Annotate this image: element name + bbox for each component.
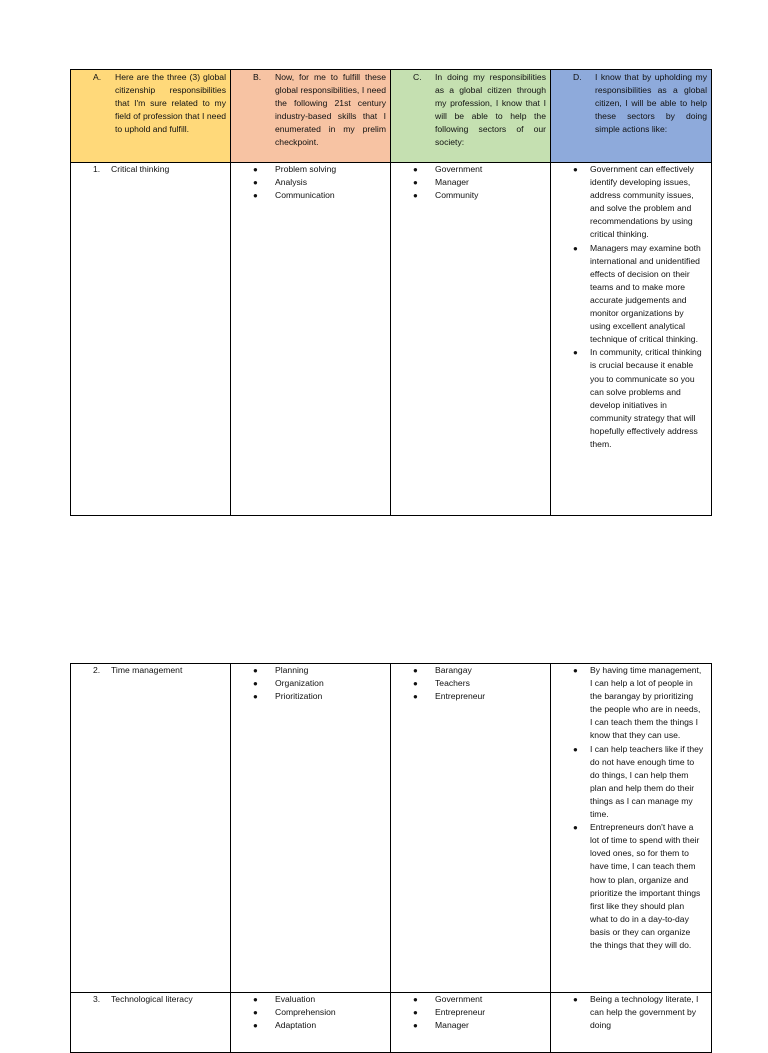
bullet-icon: ● [413, 995, 418, 1004]
bullet-icon: ● [253, 692, 258, 702]
sectors-cell [391, 163, 551, 516]
list-item: ● In community, critical thinking is crucial because it enable you to communicate so you can solve problems and develop initiatives in community strategy that will hopefully effectively address them. [573, 346, 707, 451]
responsibility-text: Critical thinking [111, 164, 170, 174]
bullet-icon: ● [413, 1008, 418, 1018]
responsibilities-table-page-part-1 [70, 69, 712, 516]
responsibility-cell [71, 993, 231, 1053]
bullet-icon: ● [413, 666, 418, 675]
actions-cell [551, 163, 712, 516]
header-letter: A. [93, 72, 102, 82]
header-text: Here are the three (3) global citizenship responsibilities that I'm sure related to my field of profession that I need to uphold and fulfill. [115, 72, 226, 135]
bullet-icon: ● [413, 165, 418, 174]
responsibilities-table-page-part-2 [70, 663, 712, 1053]
header-text: In doing my responsibilities as a global citizen through my profession, I know that I will be able to help the following sectors of our society: [435, 72, 546, 148]
bullet-icon: ● [573, 823, 578, 833]
table-row [71, 163, 712, 516]
list-item: ● Being a technology literate, I can help the government by doing [573, 993, 707, 1032]
list-item: ● Manager [413, 176, 546, 189]
bullet-icon: ● [413, 191, 418, 201]
table-row [71, 664, 712, 993]
list-item: ● Government [413, 163, 546, 176]
list-item: ● Entrepreneurs don't have a lot of time to spend with their loved ones, so for them to have time, I can teach them how to plan, organize and prioritize the important things first like they should plan what to do in a day-to-day basis or they can organize the things that they will do. [573, 821, 707, 952]
list-item: ● Manager [413, 1019, 546, 1032]
bullet-icon: ● [413, 692, 418, 702]
sectors-cell [391, 993, 551, 1053]
header-cell-a [71, 70, 231, 163]
header-letter: D. [573, 72, 582, 82]
header-letter: B. [253, 72, 262, 82]
list-item: ● Comprehension [253, 1006, 386, 1019]
bullet-icon: ● [413, 178, 418, 188]
header-text: I know that by upholding my responsibilities as a global citizen, I will be able to help these sectors by doing simple actions like: [595, 72, 707, 135]
bullet-icon: ● [573, 165, 578, 174]
list-item: ● Community [413, 189, 546, 202]
list-item: ● Government can effectively identify developing issues, address community issues, and solve the problem and recommendations by using critical thinking. [573, 163, 707, 242]
list-item: ● Prioritization [253, 690, 386, 703]
list-item: ● Planning [253, 664, 386, 677]
responsibility-cell [71, 664, 231, 993]
list-item: ● Teachers [413, 677, 546, 690]
list-item: ● Analysis [253, 176, 386, 189]
bullet-icon: ● [253, 666, 258, 675]
bullet-icon: ● [253, 1008, 258, 1018]
header-cell-d [551, 70, 712, 163]
bullet-icon: ● [253, 1021, 258, 1031]
actions-cell [551, 993, 712, 1053]
list-item: ● Government [413, 993, 546, 1006]
bullet-icon: ● [253, 995, 258, 1004]
list-item: ● Entrepreneur [413, 690, 546, 703]
bullet-icon: ● [573, 666, 578, 675]
list-item: ● Communication [253, 189, 386, 202]
header-cell-c [391, 70, 551, 163]
responsibility-text: Technological literacy [111, 994, 193, 1004]
list-item: ● Barangay [413, 664, 546, 677]
header-text: Now, for me to fulfill these global responsibilities, I need the following 21st century industry-based skills that I enumerated in my prelim checkpoint. [275, 72, 386, 148]
row-number: 3. [93, 994, 101, 1004]
bullet-icon: ● [573, 348, 578, 358]
row-number: 2. [93, 665, 101, 675]
bullet-icon: ● [573, 243, 578, 253]
skills-cell [231, 664, 391, 993]
actions-cell [551, 664, 712, 993]
list-item: ● I can help teachers like if they do not have enough time to do things, I can help them plan and help them do their things as I can manage my time. [573, 743, 707, 822]
list-item: ● By having time management, I can help a lot of people in the barangay by prioritizing the people who are in needs, I can teach them the things I know that they can use. [573, 664, 707, 743]
bullet-icon: ● [253, 679, 258, 689]
bullet-icon: ● [253, 178, 258, 188]
skills-cell [231, 163, 391, 516]
header-letter: C. [413, 72, 422, 82]
list-item: ● Adaptation [253, 1019, 386, 1032]
bullet-icon: ● [253, 191, 258, 201]
list-item: ● Managers may examine both international and unidentified effects of decision on their teams and to make more accurate judgements and monitor organizations by using excellent analytical technique of critical thinking. [573, 242, 707, 347]
list-item: ● Problem solving [253, 163, 386, 176]
bullet-icon: ● [573, 995, 578, 1004]
table-row [71, 993, 712, 1053]
header-cell-b [231, 70, 391, 163]
sectors-cell [391, 664, 551, 993]
header-row [71, 70, 712, 163]
list-item: ● Evaluation [253, 993, 386, 1006]
responsibility-text: Time management [111, 665, 183, 675]
bullet-icon: ● [413, 1021, 418, 1031]
list-item: ● Entrepreneur [413, 1006, 546, 1019]
responsibility-cell [71, 163, 231, 516]
list-item: ● Organization [253, 677, 386, 690]
bullet-icon: ● [413, 679, 418, 689]
bullet-icon: ● [253, 165, 258, 174]
bullet-icon: ● [573, 744, 578, 754]
row-number: 1. [93, 164, 101, 174]
skills-cell [231, 993, 391, 1053]
